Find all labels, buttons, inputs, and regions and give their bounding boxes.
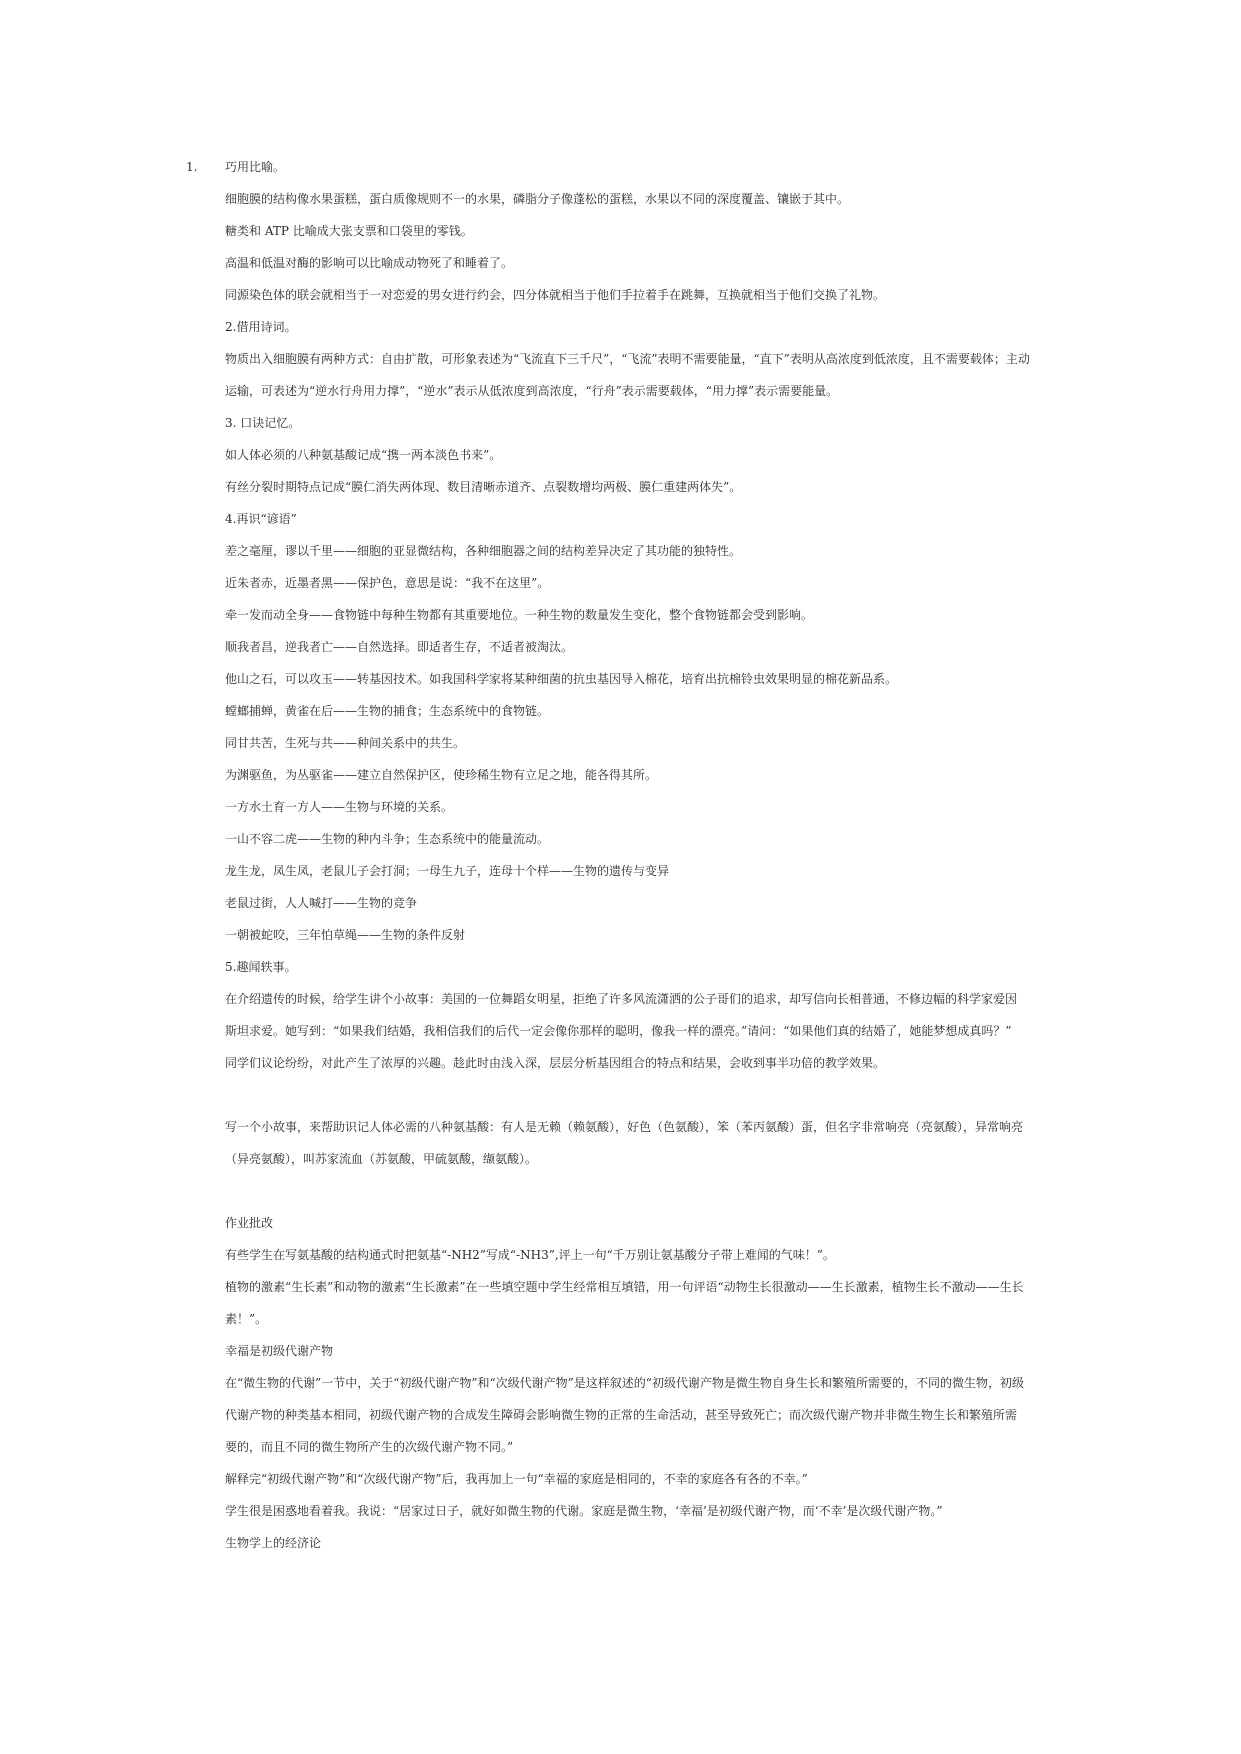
text-line: 幸福是初级代谢产物 [225,1344,334,1358]
text-line: 老鼠过街，人人喊打——生物的竞争 [225,896,418,910]
text-line: 代谢产物的种类基本相同，初级代谢产物的合成发生障碍会影响微生物的正常的生命活动，甚至导致死亡；而次级代谢产物并非微生物生长和繁殖所需 [225,1408,1018,1422]
text-line: 牵一发而动全身——食物链中每种生物都有其重要地位。一种生物的数量发生变化，整个食物链都会受到影响。 [225,608,814,622]
text-line: 素！”。 [225,1312,268,1326]
text-line: 有丝分裂时期特点记成“膜仁消失两体现、数目清晰赤道齐、点裂数增均两极、膜仁重建两体失”。 [225,480,742,494]
text-line: 同学们议论纷纷，对此产生了浓厚的兴趣。趁此时由浅入深，层层分析基因组合的特点和结果，会收到事半功倍的教学效果。 [225,1056,886,1070]
text-line: 物质出入细胞膜有两种方式：自由扩散，可形象表述为“飞流直下三千尺”，“飞流”表明不需要能量，“直下”表明从高浓度到低浓度，且不需要载体；主动 [225,352,1030,366]
text-line: 斯坦求爱。她写到：“如果我们结婚，我相信我们的后代一定会像你那样的聪明，像我一样的漂亮。”请问：“如果他们真的结婚了，她能梦想成真吗？” [225,1024,1012,1038]
text-line: 在介绍遗传的时候，给学生讲个小故事：美国的一位舞蹈女明星，拒绝了许多风流潇洒的公子哥们的追求，却写信向长相普通，不修边幅的科学家爱因 [225,992,1018,1006]
text-line: 同甘共苦，生死与共——种间关系中的共生。 [225,736,466,750]
text-line: 近朱者赤，近墨者黑——保护色，意思是说：“我不在这里”。 [225,576,550,590]
text-line: 同源染色体的联会就相当于一对恋爱的男女进行约会，四分体就相当于他们手拉着手在跳舞，互换就相当于他们交换了礼物。 [225,288,886,302]
text-line: 要的，而且不同的微生物所产生的次级代谢产物不同。” [225,1440,514,1454]
text-line: 为渊驱鱼，为丛驱雀——建立自然保护区，使珍稀生物有立足之地，能各得其所。 [225,768,658,782]
text-line: 糖类和 ATP 比喻成大张支票和口袋里的零钱。 [225,224,473,238]
list-number: 1. [186,160,198,174]
text-line: 顺我者昌，逆我者亡——自然选择。即适者生存，不适者被淘汰。 [225,640,574,654]
text-line: 细胞膜的结构像水果蛋糕，蛋白质像规则不一的水果，磷脂分子像蓬松的蛋糕，水果以不同的深度覆盖、镶嵌于其中。 [225,192,850,206]
text-line: 作业批改 [225,1216,274,1230]
text-line: 4.再识“谚语” [225,512,297,526]
text-line: 高温和低温对酶的影响可以比喻成动物死了和睡着了。 [225,256,514,270]
text-line: 3. 口诀记忆。 [225,416,301,430]
text-line: 学生很是困惑地看着我。我说：“居家过日子，就好如微生物的代谢。家庭是微生物，‘幸福’是初级代谢产物，而‘不幸’是次级代谢产物。” [225,1504,943,1518]
text-line: 解释完“初级代谢产物”和“次级代谢产物”后，我再加上一句“幸福的家庭是相同的，不幸的家庭各有各的不幸。” [225,1472,808,1486]
text-line: 写一个小故事，来帮助识记人体必需的八种氨基酸：有人是无赖（赖氨酸），好色（色氨酸），笨（苯丙氨酸）蛋，但名字非常响亮（亮氨酸），异常响亮 [225,1120,1024,1134]
text-line: （异亮氨酸），叫苏家流血（苏氨酸，甲硫氨酸，缬氨酸）。 [225,1152,538,1166]
text-line: 一方水土育一方人——生物与环境的关系。 [225,800,454,814]
text-line: 一朝被蛇咬，三年怕草绳——生物的条件反射 [225,928,466,942]
text-line: 差之毫厘，谬以千里——细胞的亚显微结构，各种细胞器之间的结构差异决定了其功能的独特性。 [225,544,742,558]
text-line: 一山不容二虎——生物的种内斗争；生态系统中的能量流动。 [225,832,550,846]
text-line: 螳螂捕蝉，黄雀在后——生物的捕食；生态系统中的食物链。 [225,704,550,718]
text-line: 5.趣闻轶事。 [225,960,297,974]
text-line: 巧用比喻。 [225,160,286,174]
text-line: 运输，可表述为“逆水行舟用力撑”，“逆水”表示从低浓度到高浓度，“行舟”表示需要载体，“用力撑”表示需要能量。 [225,384,839,398]
text-line: 有些学生在写氨基酸的结构通式时把氨基“-NH2”写成“-NH3”,评上一句“千万别让氨基酸分子带上难闻的气味！”。 [225,1248,835,1262]
text-line: 在“微生物的代谢”一节中，关于“初级代谢产物”和“次级代谢产物”是这样叙述的“初级代谢产物是微生物自身生长和繁殖所需要的，不同的微生物，初级 [225,1376,1024,1390]
text-line: 植物的激素“生长素”和动物的激素“生长激素”在一些填空题中学生经常相互填错，用一句评语“动物生长很激动——生长激素，植物生长不激动——生长 [225,1280,1024,1294]
text-line: 龙生龙，凤生凤，老鼠儿子会打洞；一母生九子，连母十个样——生物的遗传与变异 [225,864,670,878]
text-line: 2.借用诗词。 [225,320,297,334]
text-line: 生物学上的经济论 [225,1536,322,1550]
text-line: 他山之石，可以攻玉——转基因技术。如我国科学家将某种细菌的抗虫基因导入棉花，培育出抗棉铃虫效果明显的棉花新品系。 [225,672,898,686]
text-line: 如人体必须的八种氨基酸记成“携一两本淡色书来”。 [225,448,502,462]
